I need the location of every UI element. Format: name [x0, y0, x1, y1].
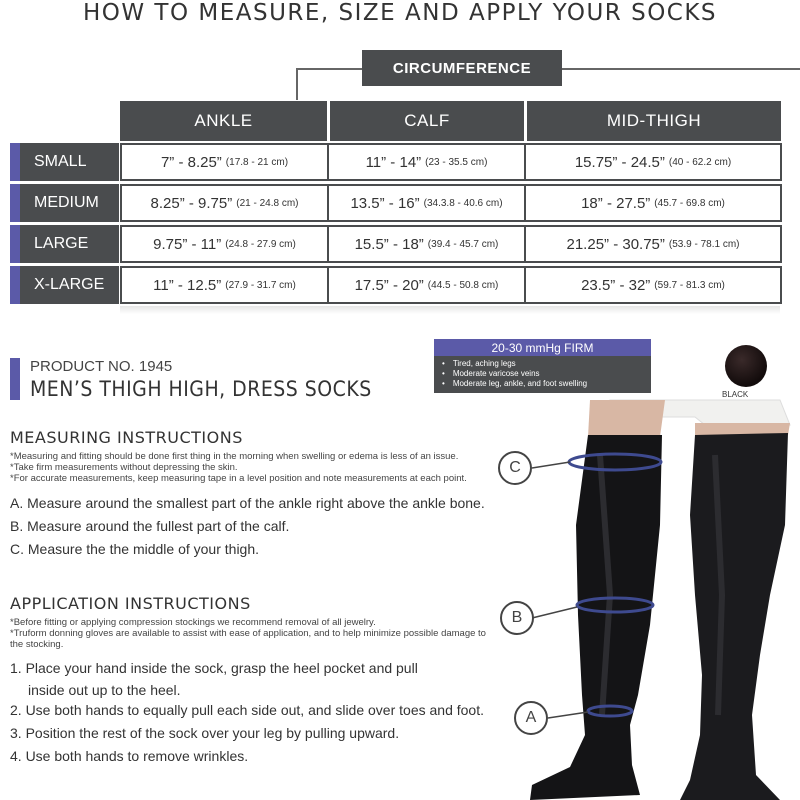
indication-item: • Moderate leg, ankle, and foot swelling	[442, 379, 651, 389]
product-name: MEN’S THIGH HIGH, DRESS SOCKS	[30, 377, 372, 401]
application-step-4: 4. Use both hands to remove wrinkles.	[10, 748, 249, 764]
measuring-step-a: A. Measure around the smallest part of the ankle right above the ankle bone.	[10, 495, 485, 511]
indication-item: • Tired, aching legs	[442, 359, 651, 369]
application-step-2: 2. Use both hands to equally pull each side out, and slide over toes and foot.	[10, 702, 484, 718]
table-cell: 11” - 14” (23 - 35.5 cm)	[327, 143, 526, 181]
table-cell: 17.5” - 20” (44.5 - 50.8 cm)	[327, 266, 526, 304]
marker-b: B	[500, 601, 534, 635]
table-cell: 8.25” - 9.75” (21 - 24.8 cm)	[120, 184, 329, 222]
application-heading: APPLICATION INSTRUCTIONS	[10, 594, 251, 613]
note-line: *Truform donning gloves are available to assist with ease of application, and to help minimize possible damage to the stocking.	[10, 628, 486, 650]
table-cell: 15.5” - 18” (39.4 - 45.7 cm)	[327, 225, 526, 263]
measuring-step-b: B. Measure around the fullest part of the calf.	[10, 518, 290, 534]
size-label-x-large: X-LARGE	[10, 266, 119, 304]
table-cell: 18” - 27.5” (45.7 - 69.8 cm)	[524, 184, 782, 222]
note-line: *Before fitting or applying compression stockings we recommend removal of all jewelry.	[10, 617, 376, 628]
application-step-3: 3. Position the rest of the sock over your leg by pulling upward.	[10, 725, 400, 741]
column-header-calf: CALF	[330, 101, 524, 141]
table-cell: 21.25” - 30.75” (53.9 - 78.1 cm)	[524, 225, 782, 263]
table-cell: 15.75” - 24.5” (40 - 62.2 cm)	[524, 143, 782, 181]
note-line: *For accurate measurements, keep measuring tape in a level position and note measurements at each point.	[10, 473, 467, 484]
indication-list	[434, 356, 651, 393]
color-swatch	[725, 345, 767, 387]
note-line: *Measuring and fitting should be done first thing in the morning when swelling or edema is less of an issue.	[10, 451, 459, 462]
application-step-1: 1. Place your hand inside the sock, grasp the heel pocket and pull inside out up to the heel.	[10, 660, 418, 698]
product-number: PRODUCT NO. 1945	[30, 358, 173, 375]
compression-box	[434, 339, 651, 397]
table-cell: 13.5” - 16” (34.3.8 - 40.6 cm)	[327, 184, 526, 222]
product-accent-bar	[10, 358, 20, 400]
size-label-large: LARGE	[10, 225, 119, 263]
table-shadow	[120, 306, 780, 314]
marker-a: A	[514, 701, 548, 735]
table-cell: 7” - 8.25” (17.8 - 21 cm)	[120, 143, 329, 181]
size-label-medium: MEDIUM	[10, 184, 119, 222]
page-title: HOW TO MEASURE, SIZE AND APPLY YOUR SOCKS	[82, 0, 718, 26]
table-cell: 11” - 12.5” (27.9 - 31.7 cm)	[120, 266, 329, 304]
table-cell: 9.75” - 11” (24.8 - 27.9 cm)	[120, 225, 329, 263]
leg-illustration	[490, 395, 800, 800]
column-header-mid-thigh: MID-THIGH	[527, 101, 781, 141]
compression-level: 20-30 mmHg FIRM	[434, 339, 651, 356]
size-label-small: SMALL	[10, 143, 119, 181]
measuring-notes	[10, 451, 530, 484]
measuring-heading: MEASURING INSTRUCTIONS	[10, 428, 243, 447]
table-cell: 23.5” - 32” (59.7 - 81.3 cm)	[524, 266, 782, 304]
application-notes	[10, 617, 500, 650]
color-label: BLACK	[722, 390, 749, 399]
column-header-ankle: ANKLE	[120, 101, 327, 141]
measuring-step-c: C. Measure the the middle of your thigh.	[10, 541, 260, 557]
marker-c: C	[498, 451, 532, 485]
indication-item: • Moderate varicose veins	[442, 369, 651, 379]
note-line: *Take firm measurements without depressing the skin.	[10, 462, 238, 473]
circumference-header: CIRCUMFERENCE	[362, 50, 562, 86]
